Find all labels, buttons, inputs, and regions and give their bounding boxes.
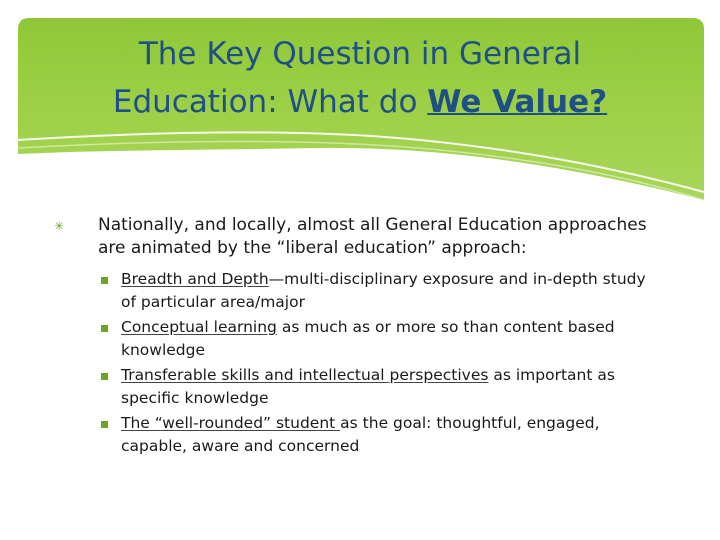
sub-bullet-item <box>98 364 664 410</box>
slide-title <box>40 30 680 126</box>
sub-bullet-emphasis: Transferable skills and intellectual perspectives <box>121 366 489 384</box>
title-line1: The Key Question in General <box>138 36 582 72</box>
sub-bullet-text: as the goal: thoughtful, engaged, capable, aware and concerned <box>121 414 600 455</box>
sub-bullet-emphasis: Conceptual learning <box>121 318 277 336</box>
square-bullet-icon <box>101 325 108 332</box>
sub-bullet-item <box>98 316 664 362</box>
square-bullet-icon <box>101 421 108 428</box>
sub-bullet-text: as much as or more so than content based knowledge <box>121 318 615 359</box>
banner-swoosh <box>0 110 720 220</box>
star-bullet-icon: ✳ <box>54 219 65 233</box>
sub-bullet-list <box>98 268 664 458</box>
sub-bullet-item <box>98 268 664 314</box>
square-bullet-icon <box>101 277 108 284</box>
title-line2-prefix: Education: What do <box>112 84 428 120</box>
sub-bullet-emphasis: Breadth and Depth <box>121 270 269 288</box>
square-bullet-icon <box>101 373 108 380</box>
sub-bullet-text: —multi-disciplinary exposure and in-depth study of particular area/major <box>121 270 646 311</box>
sub-bullet-text: as important as specific knowledge <box>121 366 615 407</box>
sub-bullet-item <box>98 412 664 458</box>
main-bullet <box>44 214 664 458</box>
sub-bullet-emphasis: The “well-rounded” student <box>121 414 341 432</box>
bullet-list <box>44 214 664 460</box>
main-bullet-text: Nationally, and locally, almost all General Education approaches are animated by the “liberal education” approach: <box>98 215 647 258</box>
title-emphasis: We Value? <box>427 84 608 120</box>
